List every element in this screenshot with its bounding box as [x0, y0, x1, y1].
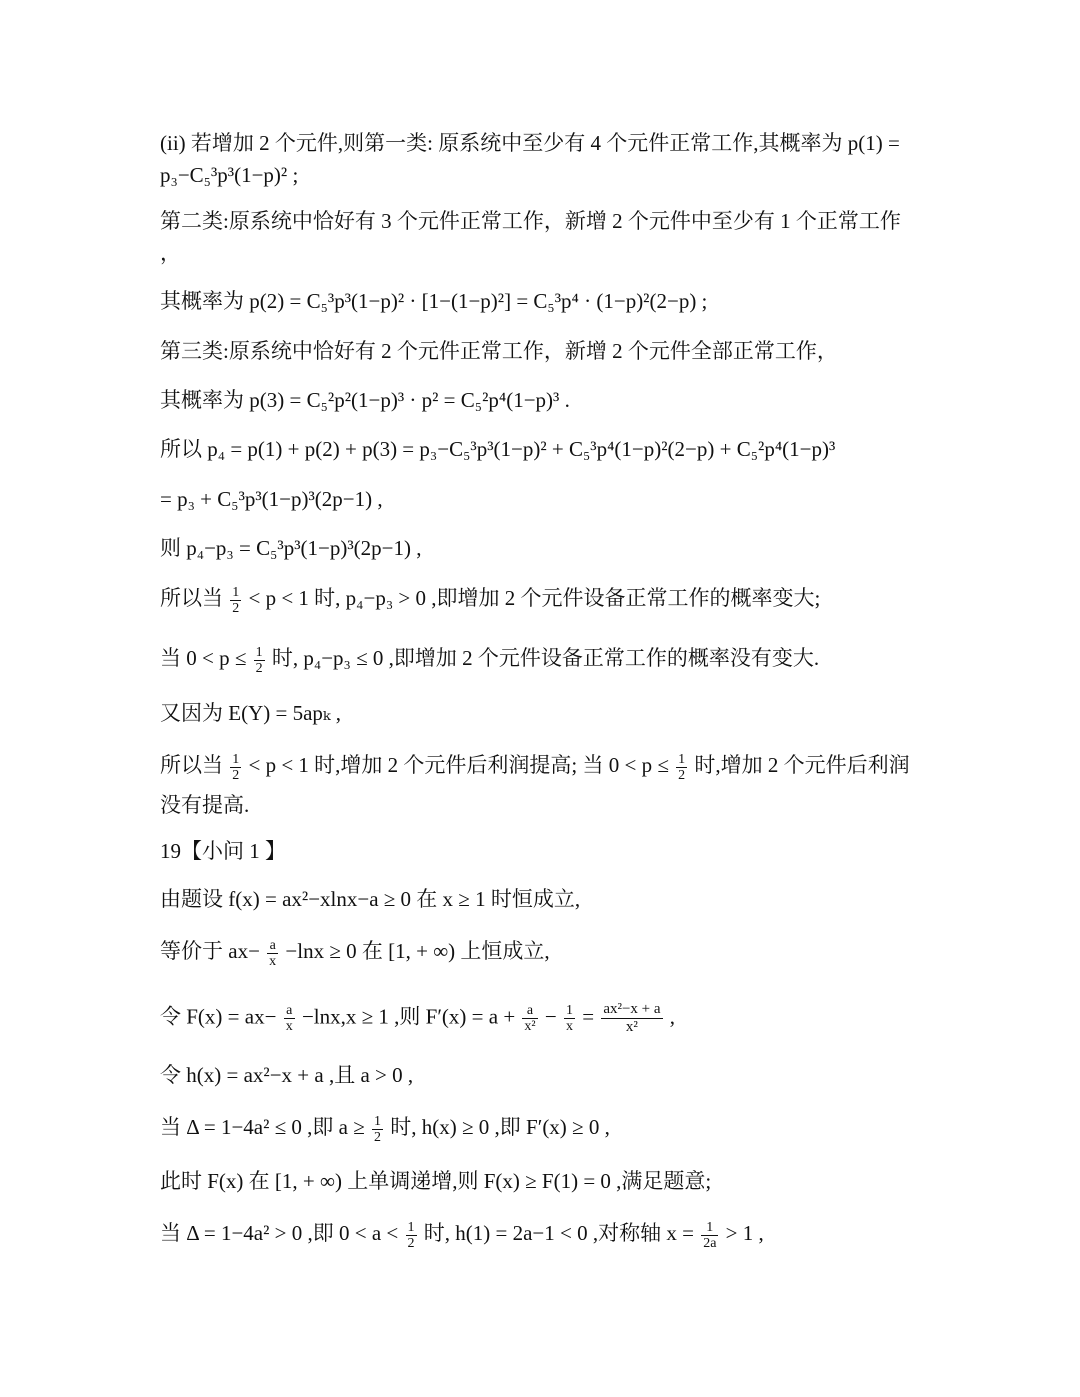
fraction-denominator: 2: [678, 767, 686, 783]
text-seg: 时,增加 2 个元件后利润: [694, 753, 910, 777]
text-line-11: [160, 583, 820, 616]
fraction: [267, 938, 278, 969]
text-line-8: 所以 p₄ = p(1) + p(2) + p(3) = p₃−C₅³p³(1−p)² + C₅³p⁴(1−p)²(2−p) + C₅²p⁴(1−p)³: [160, 437, 836, 461]
text-line-15: 没有提高.: [160, 793, 250, 817]
text-seg: > 1 ,: [725, 1221, 764, 1245]
text-seg: < p < 1 时,增加 2 个元件后利润提高; 当 0 < p ≤: [248, 753, 669, 777]
fraction-denominator: x: [269, 953, 277, 969]
fraction-numerator: 1: [232, 584, 240, 600]
text-line-6: 第三类:原系统中恰好有 2 个元件正常工作，新增 2 个元件全部正常工作，: [160, 339, 838, 363]
fraction-denominator: 2: [232, 600, 240, 616]
fraction-denominator: 2: [374, 1129, 382, 1145]
text-seg: 时, h(x) ≥ 0 ,即 F′(x) ≥ 0 ,: [390, 1115, 610, 1139]
fraction-numerator: 1: [565, 1003, 573, 1018]
text-seg: 所以当: [160, 753, 223, 777]
fraction-denominator: 2: [407, 1235, 415, 1251]
text-seg: 所以当: [160, 586, 223, 610]
text-line-2: p₃−C₅³p³(1−p)² ;: [160, 163, 299, 187]
text-line-18: [160, 936, 550, 969]
text-line-13: 又因为 E(Y) = 5apₖ ,: [160, 701, 342, 725]
text-seg: ,: [669, 1004, 676, 1029]
text-line-20: 令 h(x) = ax²−x + a ,且 a > 0 ,: [160, 1063, 414, 1087]
text-line-9: = p₃ + C₅³p³(1−p)³(2p−1) ,: [160, 487, 383, 511]
text-line-14: [160, 750, 910, 783]
text-seg: 时, p₄−p₃ ≤ 0 ,即增加 2 个元件设备正常工作的概率没有变大.: [271, 646, 820, 670]
text-line-3: 第二类:原系统中恰好有 3 个元件正常工作，新增 2 个元件中至少有 1 个正常工作: [160, 209, 901, 233]
fraction-denominator: 2: [232, 767, 240, 783]
text-line-5: 其概率为 p(2) = C₅³p³(1−p)² · [1−(1−p)²] = C₅³p⁴ · (1−p)²(2−p) ;: [160, 289, 708, 313]
fraction-denominator: x: [565, 1019, 573, 1034]
fraction-numerator: ax²−x + a: [603, 1001, 661, 1017]
fraction: [564, 1003, 575, 1034]
fraction-denominator: 2: [255, 660, 263, 676]
text-line-12: [160, 643, 819, 676]
fraction-numerator: 1: [701, 1220, 718, 1236]
text-line-23: [160, 1218, 764, 1251]
text-line-17: 由题设 f(x) = ax²−xlnx−a ≥ 0 在 x ≥ 1 时恒成立,: [160, 887, 581, 911]
fraction: [230, 752, 241, 783]
text-seg: −lnx ≥ 0 在 [1, + ∞) 上恒成立,: [285, 939, 550, 963]
fraction-numerator: a: [522, 1003, 537, 1019]
text-seg: 当 0 < p ≤: [160, 646, 247, 670]
text-line-10: 则 p₄−p₃ = C₅³p³(1−p)³(2p−1) ,: [160, 536, 422, 560]
text-line-1: (ii) 若增加 2 个元件,则第一类: 原系统中至少有 4 个元件正常工作,其概率为 p(1) =: [160, 131, 900, 155]
fraction-numerator: 1: [255, 644, 263, 660]
fraction: [372, 1114, 383, 1145]
text-seg: 时, h(1) = 2a−1 < 0 ,对称轴 x =: [423, 1221, 694, 1245]
text-seg: 等价于 ax−: [160, 939, 260, 963]
text-seg: =: [582, 1004, 595, 1029]
fraction-denominator: x²: [524, 1019, 536, 1034]
fraction-numerator: a: [284, 1003, 295, 1019]
text-line-19: [160, 1001, 675, 1036]
text-line-22: 此时 F(x) 在 [1, + ∞) 上单调递增,则 F(x) ≥ F(1) = 0 ,满足题意;: [160, 1169, 712, 1193]
text-seg: 令 F(x) = ax−: [160, 1004, 277, 1029]
fraction: [406, 1220, 417, 1251]
fraction: [230, 585, 241, 616]
text-seg: < p < 1 时, p₄−p₃ > 0 ,即增加 2 个元件设备正常工作的概率变大;: [248, 586, 821, 610]
text-line-7: 其概率为 p(3) = C₅²p²(1−p)³ · p² = C₅²p⁴(1−p)³ .: [160, 388, 570, 412]
fraction: [254, 645, 265, 676]
fraction-numerator: 1: [232, 751, 240, 767]
fraction-denominator: x: [285, 1019, 293, 1034]
fraction: [522, 1003, 537, 1034]
fraction-numerator: a: [267, 938, 278, 954]
text-seg: −: [544, 1004, 557, 1029]
fraction-numerator: 1: [374, 1113, 382, 1129]
fraction-numerator: 1: [678, 751, 686, 767]
fraction-numerator: 1: [407, 1219, 415, 1235]
fraction: [284, 1003, 295, 1034]
text-seg: 当 Δ = 1−4a² > 0 ,即 0 < a <: [160, 1221, 399, 1245]
text-line-21: [160, 1112, 610, 1145]
fraction: [601, 1001, 662, 1036]
fraction: [676, 752, 687, 783]
fraction-denominator: x²: [625, 1019, 638, 1035]
text-line-16: 19【小问 1 】: [160, 839, 286, 863]
text-seg: 当 Δ = 1−4a² ≤ 0 ,即 a ≥: [160, 1115, 365, 1139]
text-seg: −lnx,x ≥ 1 ,则 F′(x) = a +: [301, 1004, 516, 1029]
text-line-4: ，: [160, 241, 181, 265]
fraction-denominator: 2a: [703, 1235, 717, 1251]
fraction: [701, 1220, 718, 1251]
